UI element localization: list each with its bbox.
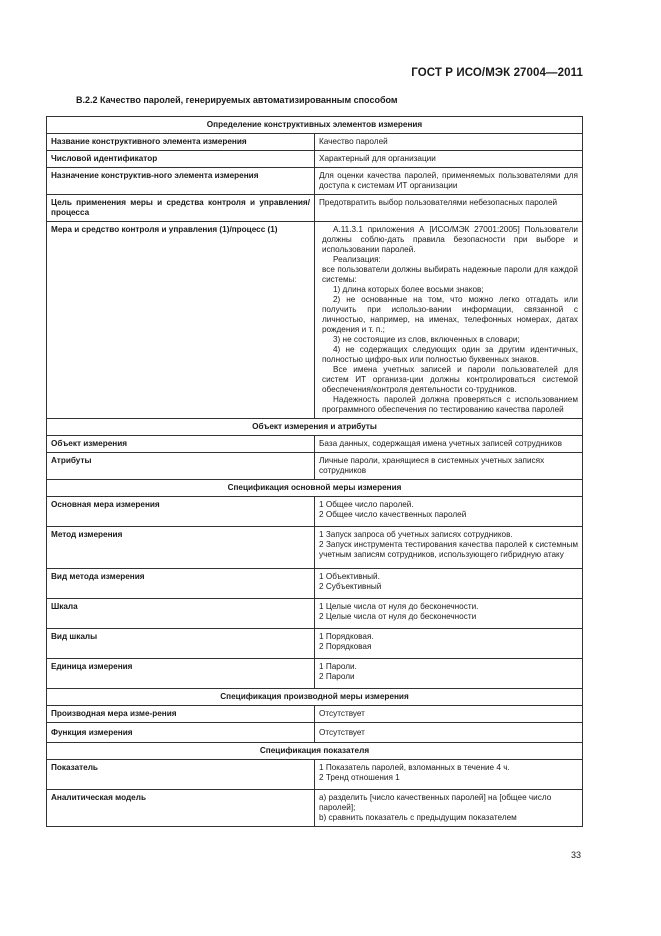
control-paragraph: все пользователи должны выбирать надежные пароли для каждой системы:: [322, 265, 578, 284]
table-row: [47, 599, 583, 629]
control-paragraph: Реализация:: [333, 255, 381, 264]
row-value: [315, 527, 583, 569]
table-row: [47, 723, 583, 743]
section-row: [47, 419, 583, 436]
row-label: Цель применения меры и средства контроля и управления/процесса: [47, 195, 315, 222]
control-paragraph: 2) не основанные на том, что можно легко отгадать или получить при использо-вании информации, связанной с личностью, например, на именах, телефонных номерах, датах рождения и т. п.;: [322, 295, 578, 334]
table-row: [47, 151, 583, 168]
row-label: Единица измерения: [47, 659, 315, 689]
table-row: [47, 790, 583, 827]
row-value: [315, 790, 583, 827]
table-row: [47, 168, 583, 195]
list-item: 2 Порядковая: [319, 642, 372, 651]
table-row: [47, 629, 583, 659]
list-item: 2 Запуск инструмента тестирования качества паролей к системным учетным записям сотрудников, использующего гибридную атаку: [319, 540, 578, 559]
section-heading-definition: Определение конструктивных элементов измерения: [47, 117, 583, 134]
row-value: Качество паролей: [315, 134, 583, 151]
list-item: 1 Порядковая.: [319, 632, 374, 641]
row-label: Числовой идентификатор: [47, 151, 315, 168]
list-item: 2 Тренд отношения 1: [319, 773, 400, 782]
row-value: Для оценки качества паролей, применяемых пользователями для доступа к системам ИТ организации: [315, 168, 583, 195]
row-label: Показатель: [47, 760, 315, 790]
row-value: Отсутствует: [315, 706, 583, 723]
row-label: Назначение конструктив-ного элемента измерения: [47, 168, 315, 195]
page-number: 33: [570, 850, 581, 860]
row-label: Название конструктивного элемента измерения: [47, 134, 315, 151]
row-label: Шкала: [47, 599, 315, 629]
table-row: [47, 760, 583, 790]
row-value: Отсутствует: [315, 723, 583, 743]
list-item: 1 Целые числа от нуля до бесконечности.: [319, 602, 479, 611]
row-value: Предотвратить выбор пользователями небезопасных паролей: [315, 195, 583, 222]
list-item: 1 Пароли.: [319, 662, 357, 671]
control-paragraph: 3) не состоящие из слов, включенных в словари;: [333, 335, 520, 344]
section-row: [47, 743, 583, 760]
control-paragraph: А.11.3.1 приложения А [ИСО/МЭК 27001:2005] Пользователи должны соблю-дать правила безопасности при выборе и использовании паролей.: [322, 225, 578, 254]
section-title: В.2.2 Качество паролей, генерируемых автоматизированным способом: [76, 95, 398, 105]
control-paragraph: 4) не содержащих следующих один за другим идентичных, полностью цифро-вых или полностью буквенных знаков.: [322, 345, 578, 364]
list-item: 1 Запуск запроса об учетных записях сотрудников.: [319, 530, 513, 539]
table-row: [47, 222, 583, 419]
row-label: Метод измерения: [47, 527, 315, 569]
row-label: Вид метода измерения: [47, 569, 315, 599]
list-item: 1 Общее число паролей.: [319, 500, 414, 509]
row-label: Вид шкалы: [47, 629, 315, 659]
table-row: [47, 497, 583, 527]
section-heading-indicator: Спецификация показателя: [47, 743, 583, 760]
control-paragraph: Надежность паролей должна проверяться с использованием программного обеспечения по тестированию качества паролей: [322, 395, 578, 414]
row-label: Атрибуты: [47, 453, 315, 480]
table-row: [47, 527, 583, 569]
table-row: [47, 706, 583, 723]
table-row: [47, 134, 583, 151]
list-item: 2 Общее число качественных паролей: [319, 510, 467, 519]
table-row: [47, 569, 583, 599]
row-value: [315, 222, 583, 419]
list-item: 2 Субъективный: [319, 582, 382, 591]
control-paragraph: Все имена учетных записей и пароли пользователей для систем ИТ организа-ции должны контролироваться системой обеспечения/контроля деятельности со-трудников.: [322, 365, 578, 394]
row-value: [315, 599, 583, 629]
row-label: Мера и средство контроля и управления (1)/процесс (1): [47, 222, 315, 419]
table-row: [47, 659, 583, 689]
list-item: 1 Показатель паролей, взломанных в течение 4 ч.: [319, 763, 510, 772]
list-item: 2 Целые числа от нуля до бесконечности: [319, 612, 477, 621]
measurement-table: [46, 116, 583, 827]
section-row: [47, 689, 583, 706]
row-value: [315, 497, 583, 527]
section-heading-base: Спецификация основной меры измерения: [47, 480, 583, 497]
section-heading-derived: Спецификация производной меры измерения: [47, 689, 583, 706]
row-value: [315, 629, 583, 659]
section-row: [47, 480, 583, 497]
section-heading-object: Объект измерения и атрибуты: [47, 419, 583, 436]
row-label: Производная мера изме-рения: [47, 706, 315, 723]
table-row: [47, 453, 583, 480]
table-row: [47, 195, 583, 222]
list-item: 1 Объективный.: [319, 572, 380, 581]
row-value: [315, 569, 583, 599]
row-label: Аналитическая модель: [47, 790, 315, 827]
row-label: Объект измерения: [47, 436, 315, 453]
list-item: 2 Пароли: [319, 672, 355, 681]
row-value: [315, 760, 583, 790]
row-label: Основная мера измерения: [47, 497, 315, 527]
section-row: [47, 117, 583, 134]
row-value: Личные пароли, хранящиеся в системных учетных записях сотрудников: [315, 453, 583, 480]
row-value: Характерный для организации: [315, 151, 583, 168]
row-label: Функция измерения: [47, 723, 315, 743]
row-value: [315, 659, 583, 689]
list-item: a) разделить [число качественных паролей] на [общее число паролей];: [319, 793, 552, 812]
control-paragraph: 1) длина которых более восьми знаков;: [333, 285, 484, 294]
document-header: ГОСТ Р ИСО/МЭК 27004—2011: [411, 67, 583, 79]
list-item: b) сравнить показатель с предыдущим показателем: [319, 813, 517, 822]
row-value: База данных, содержащая имена учетных записей сотрудников: [315, 436, 583, 453]
table-row: [47, 436, 583, 453]
